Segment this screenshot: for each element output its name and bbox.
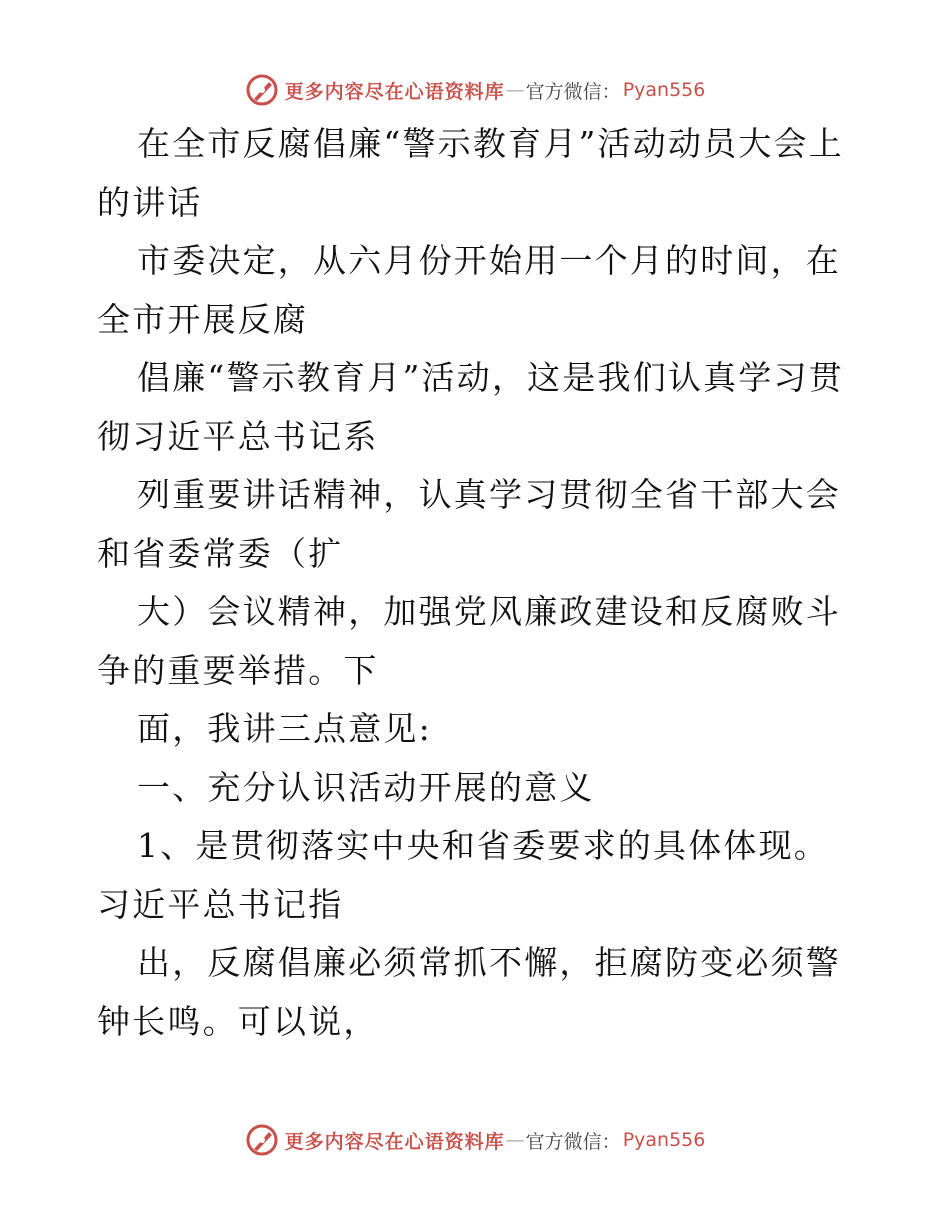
- watermark-brand: 更多内容尽在心语资料库: [284, 1130, 505, 1153]
- watermark-brand: 更多内容尽在心语资料库: [284, 80, 505, 103]
- paragraph: 倡廉“警示教育月”活动，这是我们认真学习贯彻习近平总书记系: [97, 358, 844, 456]
- pen-logo-icon: [245, 73, 279, 107]
- section-heading: 一、充分认识活动开展的意义: [137, 767, 595, 807]
- header-watermark: [0, 70, 950, 110]
- paragraph: 列重要讲话精神，认真学习贯彻全省干部大会和省委常委（扩: [97, 475, 841, 573]
- doc-title: 在全市反腐倡廉“警示教育月”活动动员大会上的讲话: [97, 124, 844, 222]
- document-body: [97, 115, 857, 1051]
- watermark-wechat-id: Pyan556: [622, 1129, 706, 1151]
- paragraph: 1、是贯彻落实中央和省委要求的具体体现。习近平总书记指: [97, 826, 829, 924]
- watermark-label: 官方微信：: [525, 80, 621, 103]
- watermark-wechat-id: Pyan556: [622, 79, 706, 101]
- watermark-dash: —: [505, 1129, 525, 1151]
- paragraph: 出，反腐倡廉必须常抓不懈，拒腐防变必须警钟长鸣。可以说，: [97, 943, 841, 1041]
- paragraph: 市委决定，从六月份开始用一个月的时间，在全市开展反腐: [97, 241, 841, 339]
- paragraph: 面，我讲三点意见:: [137, 709, 432, 748]
- watermark-label: 官方微信：: [525, 1130, 621, 1153]
- footer-watermark: [0, 1120, 950, 1160]
- paragraph: 大）会议精神，加强党风廉政建设和反腐败斗争的重要举措。下: [97, 592, 841, 690]
- watermark-dash: —: [505, 79, 525, 101]
- pen-logo-icon: [245, 1123, 279, 1157]
